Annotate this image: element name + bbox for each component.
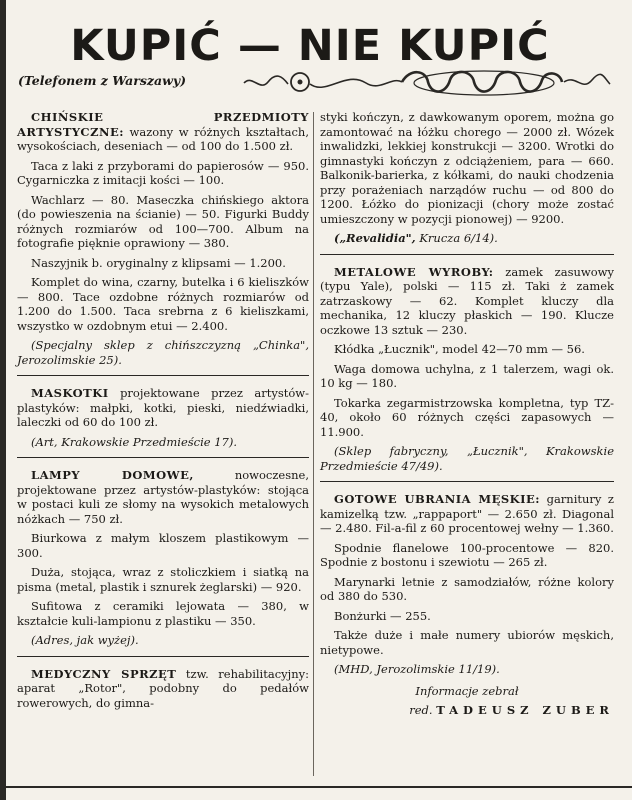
credit-line: Informacje zebrał: [415, 683, 519, 698]
section-heading: GOTOWE UBRANIA MĘSKIE:: [334, 492, 541, 506]
column-divider: [313, 112, 314, 776]
left-column: [17, 110, 309, 715]
paragraph: styki kończyn, z dawkowanym oporem, można go zamontować na łóżku chorego — 2000 zł. Wózek inwalidzki, lekkiej konstrukcji — 3200. Wrotki do gimnastyki kończyn z odciążeniem, para — 660. Balkonik-barierka, z kółkami, do nauki chodzenia przy porażeniach narządów ruchu — od 800 do 1200. Łóżko do pionizacji (chory może zostać umieszczony w pozycji pionowej) — 9200.: [320, 110, 614, 226]
section-separator: [17, 457, 309, 458]
source-name: („Revalidia",: [334, 231, 416, 245]
paragraph: Tokarka zegarmistrzowska kompletna, typ TZ-40, około 60 różnych części zapasowych — 11.900.: [320, 395, 614, 439]
paragraph: nowoczesne, projektowane przez artystów-plastyków: stojąca w postaci kuli ze słomy na wysokich metalowych nóżkach — 750 zł.: [17, 468, 309, 526]
section-heading: METALOWE WYROBY:: [334, 264, 494, 279]
paragraph: wazony w różnych kształtach, wysokościach, deseniach — od 100 do 1.500 zł.: [17, 124, 309, 153]
bottom-rule: [0, 786, 632, 788]
paragraph: Naszyjnik b. oryginalny z klipsami — 1.200.: [31, 255, 286, 270]
paragraph: Spodnie flanelowe 100-procentowe — 820. Spodnie z bostonu i szewiotu — 265 zł.: [320, 540, 614, 569]
source-address: Krucza 6/14).: [419, 231, 498, 245]
paragraph: Duża, stojąca, wraz z stoliczkiem i siatką na pisma (metal, plastik i sznurek żeglarski) — 920.: [17, 565, 309, 594]
section-heading: MASKOTKI: [31, 386, 109, 400]
dateline: (Telefonem z Warszawy): [18, 73, 187, 88]
paragraph: tzw. rehabilitacyjny: aparat „Rotor", podobny do pedałów rowerowych, do gimna-: [17, 666, 309, 710]
author-name: TADEUSZ ZUBER: [436, 703, 614, 717]
author-credit: [320, 703, 614, 718]
paragraph: zamek zasuwowy (typu Yale), polski — 115 zł. Taki ż zamek zatrzaskowy — 62. Komplet kluczy dla mechanika, 12 kluczy płaskich — 190. Klucze oczkowe 13 sztuk — 230.: [320, 264, 614, 337]
section-heading: LAMPY DOMOWE,: [31, 468, 194, 482]
paragraph: Taca z laki z przyborami do papierosów — 950. Cygarniczka z imitacji kości — 100.: [17, 158, 309, 187]
paragraph: Także duże i małe numery ubiorów męskich, nietypowe.: [320, 628, 614, 657]
paragraph: Kłódka „Łucznik", model 42—70 mm — 56.: [334, 342, 585, 356]
paragraph: Marynarki letnie z samodziałów, różne kolory od 380 do 530.: [320, 574, 614, 603]
paragraph: Wachlarz — 80. Maseczka chińskiego aktora (do powieszenia na ścianie) — 50. Figurki Buddy różnych rozmiarów od 100—700. Album na fotografie pięknie oprawiony — 380.: [17, 192, 309, 250]
credit-prefix: red.: [409, 703, 433, 717]
paragraph: garnitury z kamizelką tzw. „rappaport" — 2.650 zł. Diagonal — 2.480. Fil-a-fil z 60 procentowej wełny — 1.360.: [320, 492, 614, 535]
source-line: (MHD, Jerozolimskie 11/19).: [334, 662, 500, 676]
paragraph: Bonżurki — 255.: [334, 608, 431, 623]
paragraph: Sufitowa z ceramiki lejowata — 380, w kształcie kuli-lampionu z plastiku — 350.: [17, 599, 309, 628]
source-line: (Specjalny sklep z chińszczyzną „Chinka", Jerozolimskie 25).: [17, 338, 309, 367]
section-heading: CHIŃSKIE PRZEDMIOTY ARTYSTYCZNE:: [17, 110, 309, 139]
paragraph: Biurkowa z małym kloszem plastikowym — 300.: [17, 531, 309, 560]
source-line: (Sklep fabryczny, „Łucznik", Krakowskie Przedmieście 47/49).: [320, 444, 614, 473]
paragraph: Waga domowa uchylna, z 1 talerzem, wagi ok. 10 kg — 180.: [320, 361, 614, 390]
paragraph: Komplet do wina, czarny, butelka i 6 kieliszków — 800. Tace ozdobne różnych rozmiarów od 1.200 do 1.500. Taca srebrna z 6 kieliszkami, wszystko w ozdobnym etui — 2.400.: [17, 275, 309, 333]
section-separator: [320, 254, 614, 255]
source-line: (Adres, jak wyżej).: [31, 633, 139, 647]
section-separator: [17, 656, 309, 657]
doodle-illustration: [242, 66, 612, 100]
right-column: [320, 110, 614, 718]
paragraph: projektowane przez artystów-plastyków: małpki, kotki, pieski, niedźwiadki, laleczki od 60 do 100 zł.: [17, 386, 309, 429]
page-edge-bar: [0, 0, 6, 800]
source-line: (Art, Krakowskie Przedmieście 17).: [31, 434, 238, 449]
section-separator: [17, 375, 309, 376]
section-separator: [320, 481, 614, 482]
section-heading: MEDYCZNY SPRZĘT: [31, 666, 177, 681]
page-title: KUPIĆ — NIE KUPIĆ: [70, 21, 550, 71]
